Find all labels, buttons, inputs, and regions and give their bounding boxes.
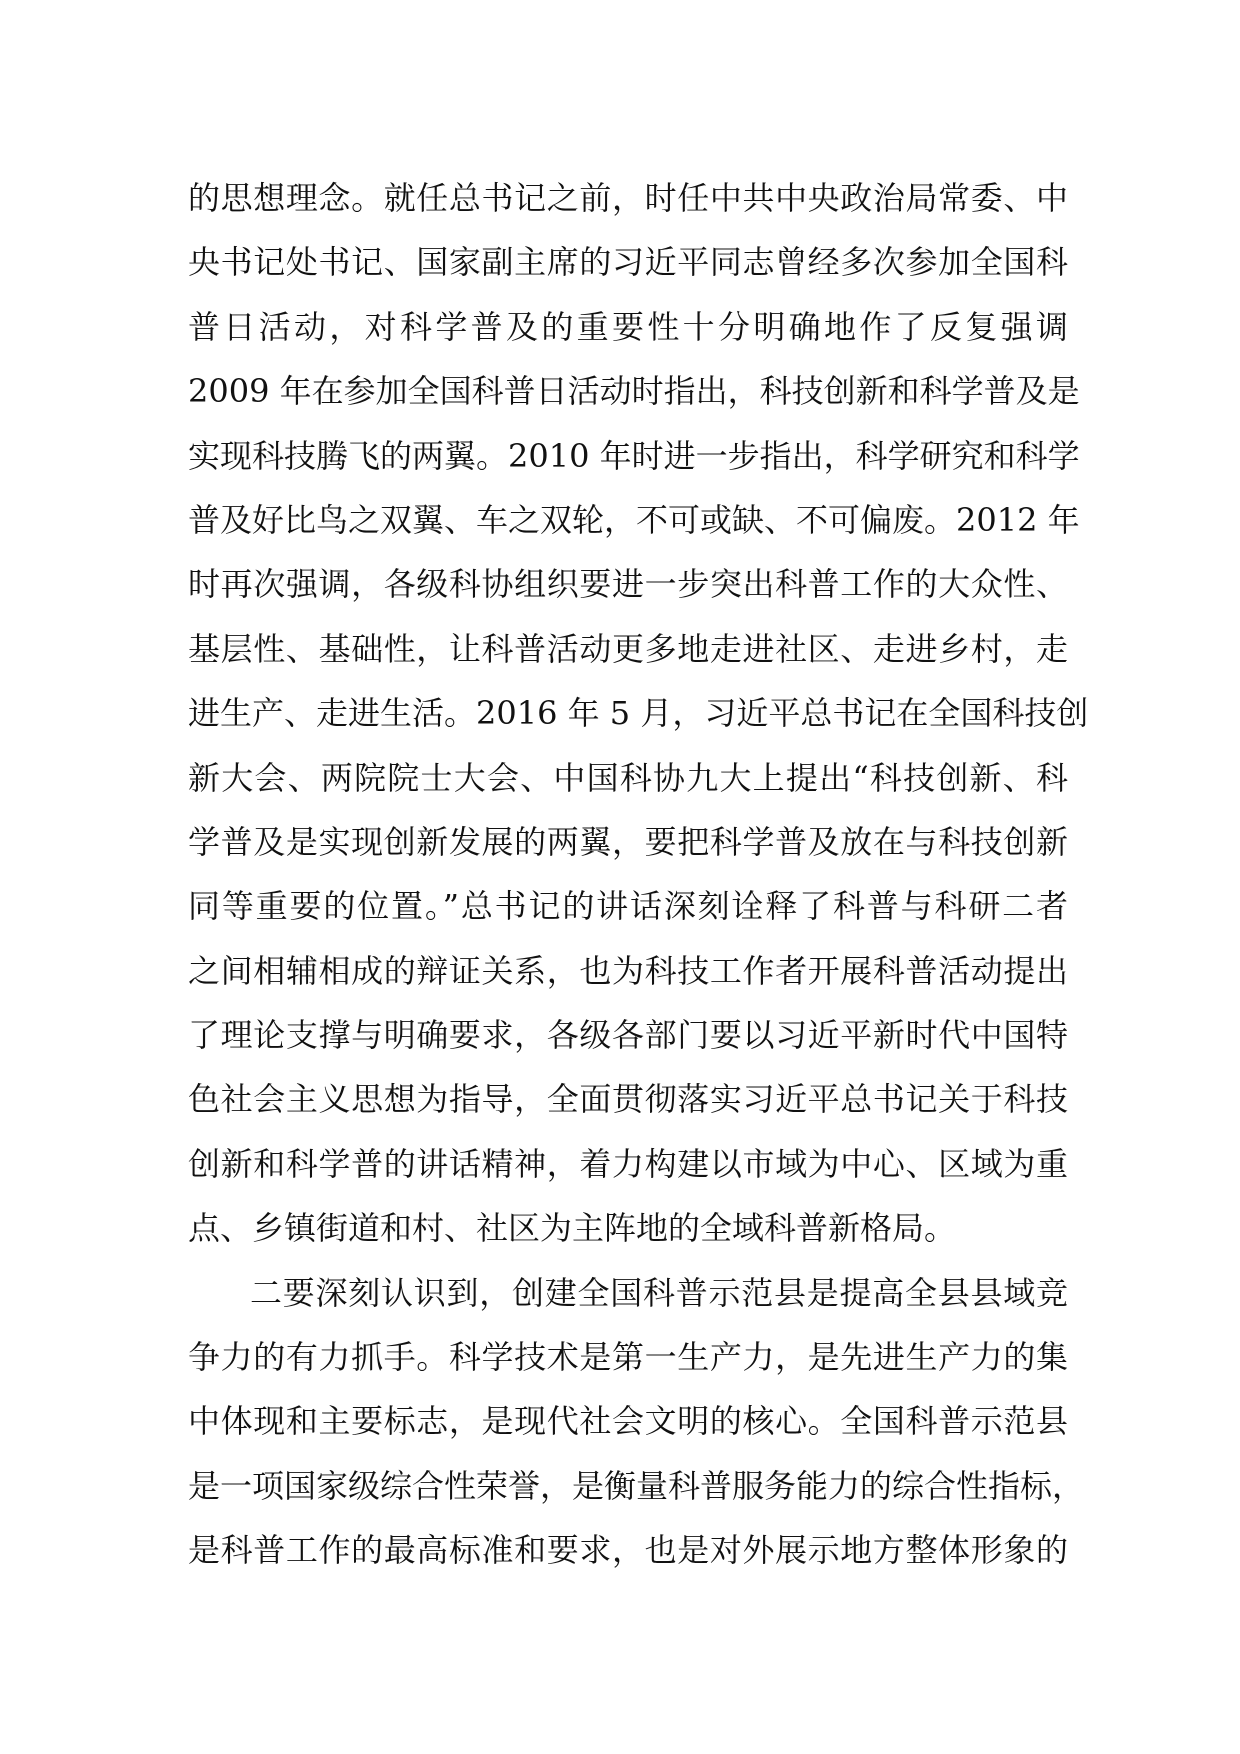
text-line: 的思想理念。就任总书记之前，时任中共中央政治局常委、中 [188, 179, 1068, 217]
text-line: 普及好比鸟之双翼、车之双轮，不可或缺、不可偏废。2012 年 [188, 500, 1080, 539]
text-line: 争力的有力抓手。科学技术是第一生产力，是先进生产力的集 [188, 1338, 1068, 1377]
text-line: 时再次强调，各级科协组织要进一步突出科普工作的大众性、 [188, 565, 1068, 604]
text-line: 进生产、走进生活。2016 年 5 月，习近平总书记在全国科技创 [188, 694, 1089, 733]
text-line: 普日活动，对科学普及的重要性十分明确地作了反复强调 [188, 307, 1068, 346]
text-line: 是科普工作的最高标准和要求，也是对外展示地方整体形象的 [188, 1531, 1068, 1570]
text-line: 之间相辅相成的辩证关系，也为科技工作者开展科普活动提出 [188, 951, 1068, 990]
text-line: 同等重要的位置。”总书记的讲话深刻诠释了科普与科研二者 [188, 887, 1068, 926]
text-line: 是一项国家级综合性荣誉，是衡量科普服务能力的综合性指标， [188, 1466, 1085, 1505]
text-line: 了理论支撑与明确要求，各级各部门要以习近平新时代中国特 [188, 1016, 1068, 1055]
text-line: 色社会主义思想为指导，全面贯彻落实习近平总书记关于科技 [188, 1080, 1068, 1119]
text-line: 中体现和主要标志，是现代社会文明的核心。全国科普示范县 [188, 1402, 1068, 1441]
text-line: 创新和科学普的讲话精神，着力构建以市域为中心、区域为重 [188, 1144, 1068, 1183]
text-line: 新大会、两院院士大会、中国科协九大上提出“科技创新、科 [188, 758, 1068, 797]
text-line: 实现科技腾飞的两翼。2010 年时进一步指出，科学研究和科学 [188, 436, 1080, 475]
text-line: 基层性、基础性，让科普活动更多地走进社区、走进乡村，走 [188, 629, 1068, 668]
body-text [188, 166, 1089, 1583]
paragraph-start-line: 二要深刻认识到，创建全国科普示范县是提高全县县域竞 [250, 1273, 1068, 1312]
text-line: 学普及是实现创新发展的两翼，要把科学普及放在与科技创新 [188, 822, 1068, 861]
text-line: 央书记处书记、国家副主席的习近平同志曾经多次参加全国科 [188, 243, 1068, 282]
text-line: 2009 年在参加全国科普日活动时指出，科技创新和科学普及是 [188, 372, 1080, 411]
paragraph-end-line: 点、乡镇街道和村、社区为主阵地的全域科普新格局。 [188, 1209, 957, 1248]
